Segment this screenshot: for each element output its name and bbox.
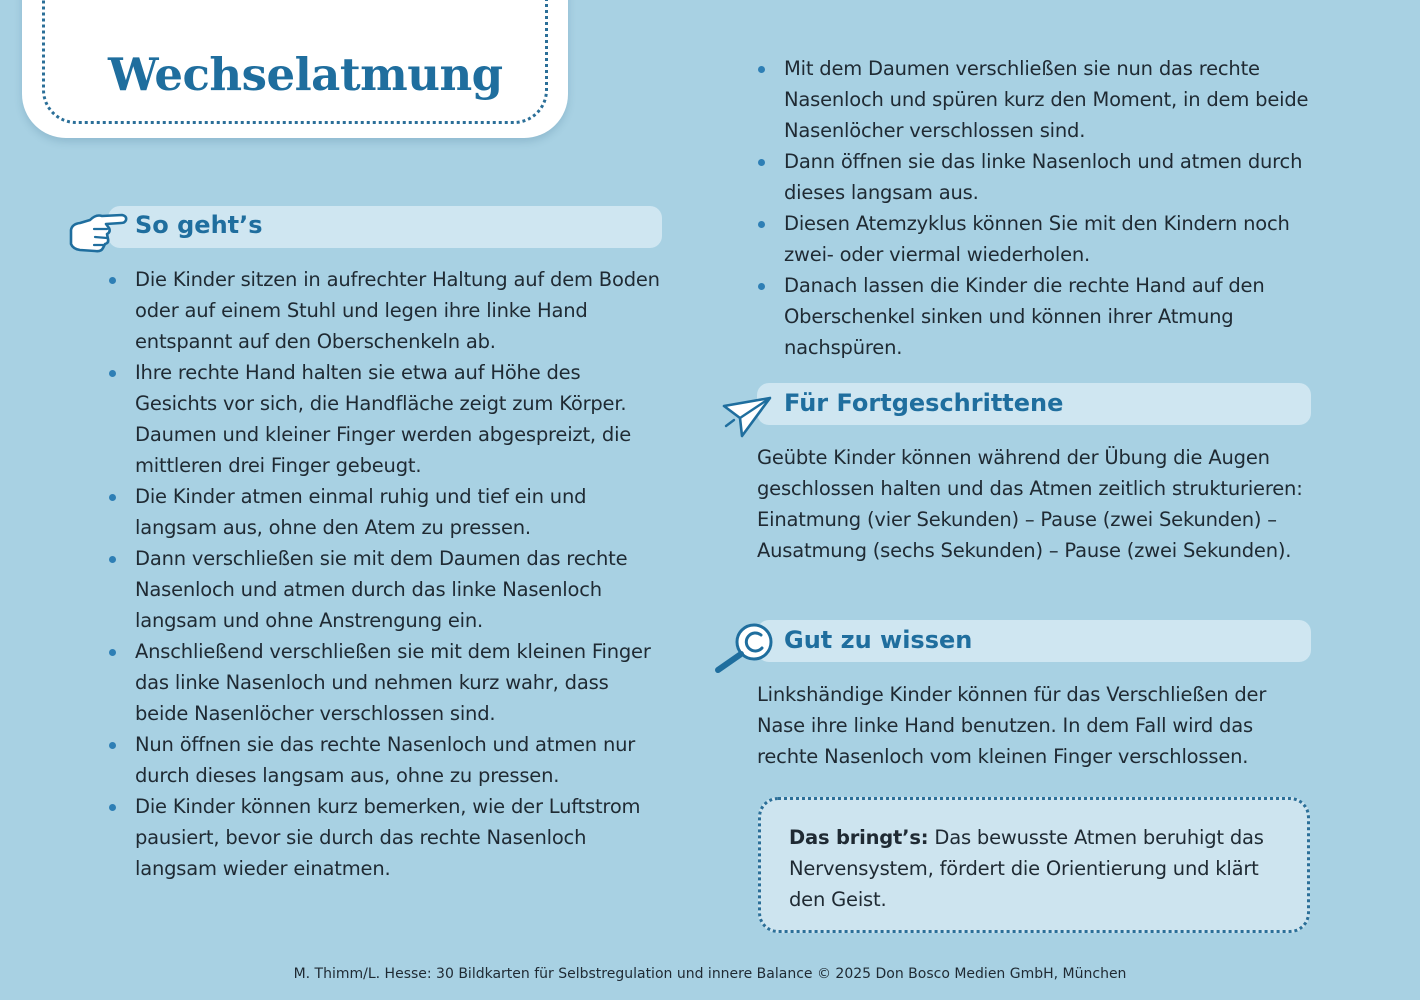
section-heading-so-gehts: So geht’s [135, 211, 263, 239]
benefit-box [758, 797, 1310, 933]
section-heading-gut-zu-wissen: Gut zu wissen [784, 626, 973, 654]
steps-list-left [107, 264, 667, 884]
list-item: Mit dem Daumen verschließen sie nun das rechte Nasenloch und spüren kurz den Moment, in dem beide Nasenlöcher verschlossen sind. [756, 53, 1316, 146]
paper-plane-icon [720, 392, 774, 438]
benefit-label: Das bringt’s: [789, 826, 929, 849]
steps-list-right [756, 53, 1316, 363]
list-item: Anschließend verschließen sie mit dem kleinen Finger das linke Nasenloch und nehmen kurz wahr, dass beide Nasenlöcher verschlossen sind. [107, 636, 667, 729]
list-item: Die Kinder können kurz bemerken, wie der Luftstrom pausiert, bevor sie durch das rechte Nasenloch langsam wieder einatmen. [107, 791, 667, 884]
list-item: Dann verschließen sie mit dem Daumen das rechte Nasenloch und atmen durch das linke Nasenloch langsam und ohne Anstrengung ein. [107, 543, 667, 636]
list-item: Die Kinder atmen einmal ruhig und tief ein und langsam aus, ohne den Atem zu pressen. [107, 481, 667, 543]
benefit-text [789, 822, 1287, 915]
list-item: Diesen Atemzyklus können Sie mit den Kindern noch zwei- oder viermal wiederholen. [756, 208, 1316, 270]
footer-credit: M. Thimm/L. Hesse: 30 Bildkarten für Selbstregulation und innere Balance © 2025 Don Bosco Medien GmbH, München [293, 966, 1127, 982]
benefit-body: Das bewusste Atmen beruhigt das Nervensystem, fördert die Orientierung und klärt den Geist. [789, 826, 1264, 911]
fortgeschrittene-text: Geübte Kinder können während der Übung die Augen geschlossen halten und das Atmen zeitlich strukturieren: Einatmung (vier Sekunden) – Pause (zwei Sekunden) – Ausatmung (sechs Sekunden) – Pause (zwei Sekunden). [757, 446, 1303, 562]
magnifier-icon [712, 620, 778, 676]
pointing-hand-icon [66, 208, 128, 254]
page-title: Wechselatmung [108, 48, 503, 101]
section-heading-fortgeschrittene: Für Fortgeschrittene [784, 389, 1064, 417]
gut-zu-wissen-text: Linkshändige Kinder können für das Verschließen der Nase ihre linke Hand benutzen. In dem Fall wird das rechte Nasenloch vom kleinen Finger verschlossen. [757, 683, 1267, 768]
list-item: Ihre rechte Hand halten sie etwa auf Höhe des Gesichts vor sich, die Handfläche zeigt zum Körper. Daumen und kleiner Finger werden abgespreizt, die mittleren drei Finger gebeugt. [107, 357, 667, 481]
list-item: Danach lassen die Kinder die rechte Hand auf den Oberschenkel sinken und können ihrer Atmung nachspüren. [756, 270, 1316, 363]
list-item: Dann öffnen sie das linke Nasenloch und atmen durch dieses langsam aus. [756, 146, 1316, 208]
list-item: Nun öffnen sie das rechte Nasenloch und atmen nur durch dieses langsam aus, ohne zu pressen. [107, 729, 667, 791]
list-item: Die Kinder sitzen in aufrechter Haltung auf dem Boden oder auf einem Stuhl und legen ihre linke Hand entspannt auf den Oberschenkeln ab. [107, 264, 667, 357]
